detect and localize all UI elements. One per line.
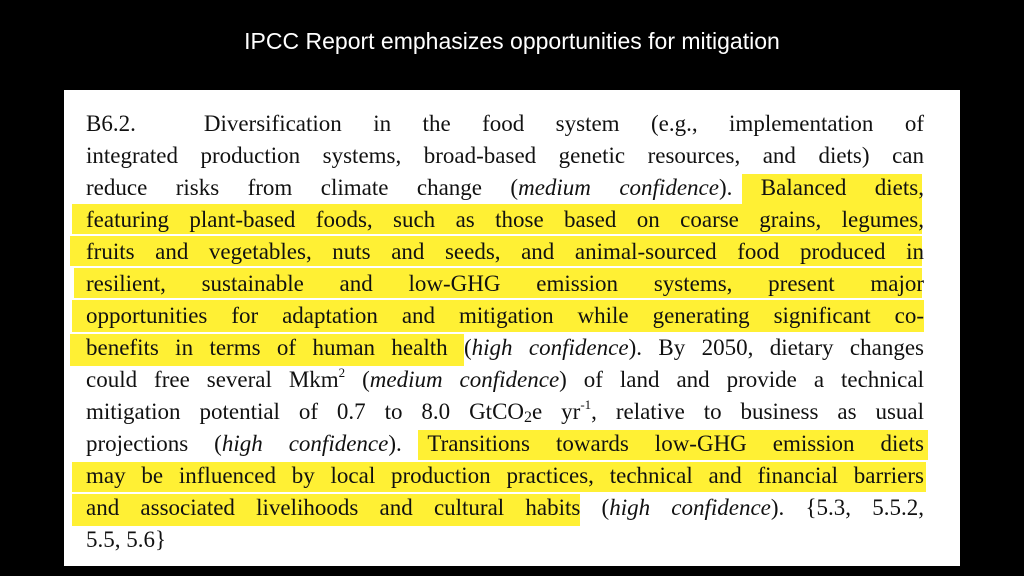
- text-line: integrated production systems, broad-based genetic resources, and diets) can: [86, 143, 924, 168]
- text-line: projections (high confidence). Transitions towards low-GHG emission diets: [86, 431, 924, 456]
- text-line: benefits in terms of human health (high confidence). By 2050, dietary changes: [86, 335, 924, 360]
- text-line: featuring plant-based foods, such as those based on coarse grains, legumes,: [86, 207, 924, 232]
- text-line: reduce risks from climate change (medium confidence). Balanced diets,: [86, 175, 924, 200]
- text-line: and associated livelihoods and cultural habits (high confidence). {5.3, 5.5.2,: [86, 495, 924, 520]
- section-number: B6.2.: [86, 111, 136, 136]
- text-line: could free several Mkm$^2$ (medium confidence) of land and provide a technical: [86, 365, 924, 392]
- text-line: opportunities for adaptation and mitigation while generating significant co-: [86, 303, 924, 328]
- text-line: B6.2. Diversification in the food system (e.g., implementation of: [86, 111, 924, 136]
- report-excerpt: [64, 90, 960, 566]
- text-line: may be influenced by local production practices, technical and financial barriers: [86, 463, 924, 488]
- text-line: resilient, sustainable and low-GHG emission systems, present major: [86, 271, 924, 296]
- text-line: mitigation potential of 0.7 to 8.0 GtCO$_2$e $yr^{-1}$, relative to business as usual: [86, 397, 925, 426]
- slide-title: IPCC Report emphasizes opportunities for mitigation: [244, 28, 780, 54]
- text-line: 5.5, 5.6}: [86, 527, 167, 552]
- text-line: fruits and vegetables, nuts and seeds, and animal-sourced food produced in: [86, 239, 924, 264]
